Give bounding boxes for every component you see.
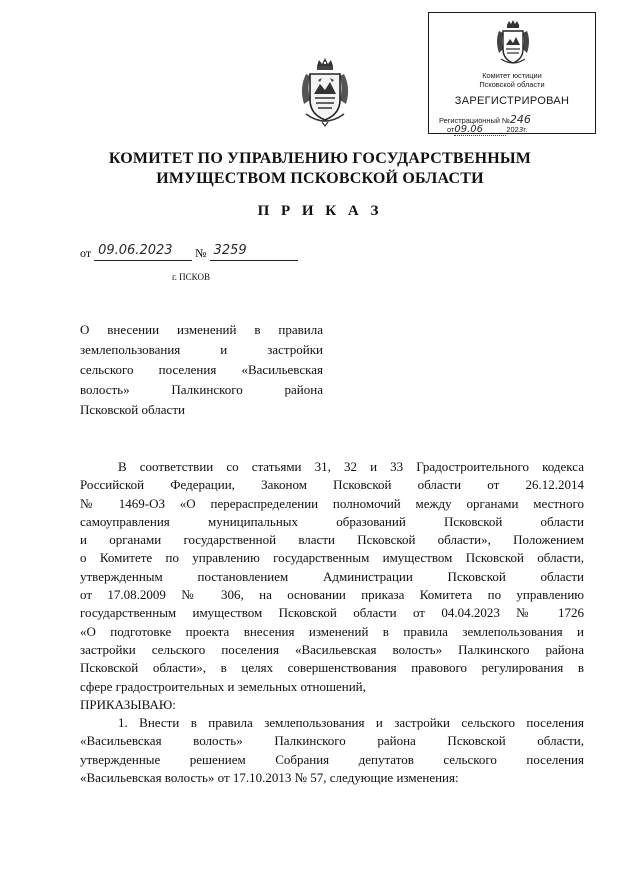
subject-line: волость» Палкинского района [80,382,323,397]
number-field [210,243,298,261]
body-line: Псковской области», в целях совершенствования правового регулирования в [80,660,584,676]
date-prefix: от [80,246,92,260]
date-handwritten: 09.06.2023 [98,243,173,258]
body-line-prikazyvayu: ПРИКАЗЫВАЮ: [80,696,176,712]
pskov-coat-of-arms-icon [298,56,352,128]
body-line: 1. Внести в правила землепользования и застройки сельского поселения [118,715,584,731]
stamp-year-hw: 3 [518,125,524,134]
date-number-line [80,243,298,261]
body-line: от 17.08.2009 № 306, на основании приказа Комитета по управлению [80,587,584,603]
stamp-reg-label: Регистрационный № [439,116,510,125]
body-line: «О подготовке проекта внесения изменений в правила землепользования и [80,623,584,639]
subject-line: землепользования и застройки [80,342,323,357]
body-line: о Комитете по управлению государственным имуществом Псковской области, [80,550,584,566]
stamp-status: ЗАРЕГИСТРИРОВАН [454,95,570,107]
subject-line: сельского поселения «Васильевская [80,362,323,377]
body-line: застройки сельского поселения «Васильевская волость» Палкинского района [80,641,584,657]
stamp-org-line2: Псковской области [479,80,545,89]
body-line: утвержденные решением Собрания депутатов сельского поселения [80,751,584,767]
body-line: сфере градостроительных и земельных отношений, [80,678,366,694]
stamp-reg-number: 246 [509,113,531,126]
city-label: г. ПСКОВ [172,272,210,282]
stamp-date-line [447,124,527,136]
stamp-year-suffix: 202 [506,125,519,134]
number-label: № [195,246,207,260]
body-line: «Васильевская волость» от 17.10.2013 № 57, следующие изменения: [80,770,459,786]
body-line: утвержденным постановлением Администрации Псковской области [80,568,584,584]
body-line: № 1469-ОЗ «О перераспределении полномочий между органами местного [80,495,584,511]
body-line: и органами государственной власти Псковской области», Положением [80,532,584,548]
body-line: самоуправления муниципальных образований Псковской области [80,513,584,529]
body-line: В соответствии со статьями 31, 32 и 33 Градостроительного кодекса [118,459,584,474]
title-line1: КОМИТЕТ ПО УПРАВЛЕНИЮ ГОСУДАРСТВЕННЫМ [108,150,532,167]
subject-block [80,320,323,420]
stamp-org-line1: Комитет юстиции [482,71,542,80]
date-field [94,243,192,261]
registration-stamp [428,12,596,134]
body-line: государственным имуществом Псковской области от 04.04.2023 № 1726 [80,605,584,621]
coat-of-arms-icon [493,19,533,67]
title-line2: ИМУЩЕСТВОМ ПСКОВСКОЙ ОБЛАСТИ [156,170,484,187]
subject-line: О внесении изменений в правила [80,322,323,337]
body-line: «Васильевская волость» Палкинского района Псковской области, [80,733,584,749]
stamp-year-end: г. [523,125,528,134]
stamp-date: 09.06 [454,124,506,136]
document-type: П Р И К А З [257,203,383,219]
body-line: Российской Федерации, Законом Псковской области от 26.12.2014 [80,477,584,493]
subject-line: Псковской области [80,402,185,417]
body-text [80,458,584,787]
number-handwritten: 3259 [213,243,247,258]
stamp-date-prefix: от [447,125,455,134]
